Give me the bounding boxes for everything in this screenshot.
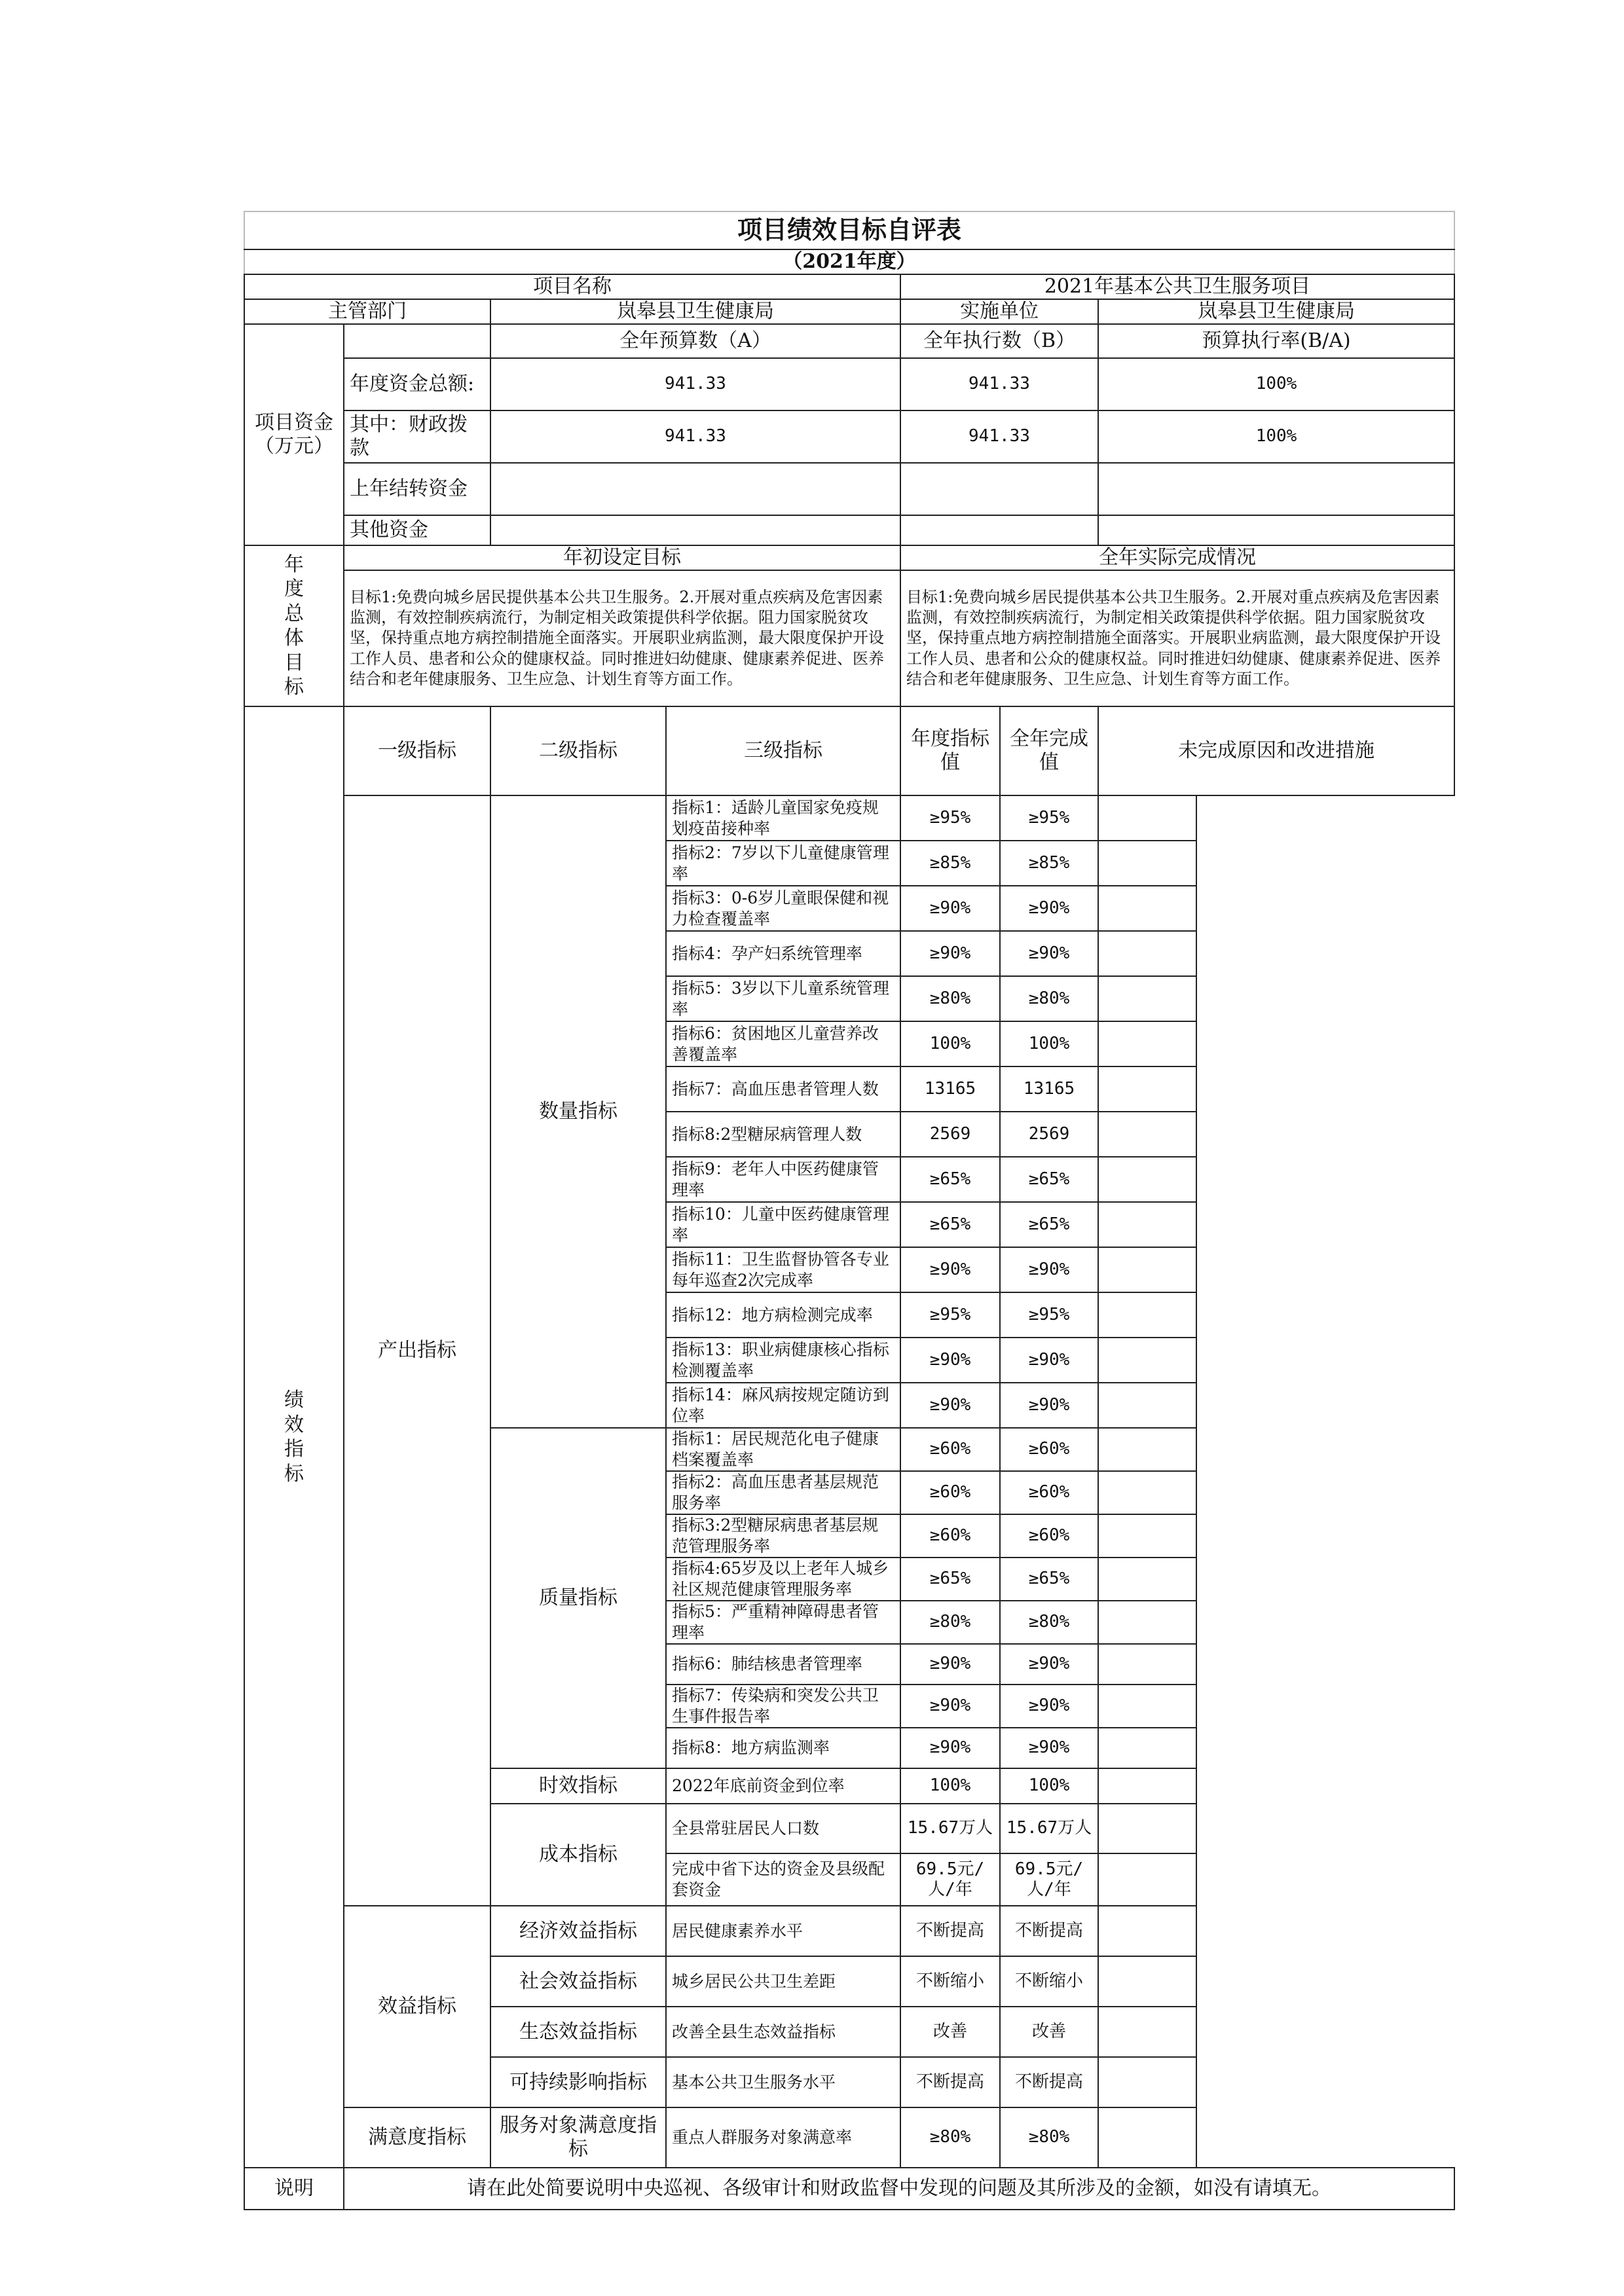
metric-target: ≥95%	[900, 795, 1000, 841]
metric-target: 15.67万人	[900, 1804, 1000, 1853]
metric-reason	[1098, 1157, 1196, 1202]
goals-planned-header: 年初设定目标	[344, 545, 900, 570]
metric-actual: ≥65%	[1000, 1202, 1098, 1247]
metric-reason	[1098, 1021, 1196, 1066]
dept-value: 岚皋县卫生健康局	[490, 299, 900, 324]
metric-actual: 2569	[1000, 1112, 1098, 1157]
metric-name: 指标1：居民规范化电子健康档案覆盖率	[666, 1428, 900, 1471]
goals-label: 年度总体目标	[244, 545, 344, 706]
metric-actual: ≥90%	[1000, 886, 1098, 931]
page-title: 项目绩效目标自评表	[244, 211, 1454, 249]
metric-reason	[1098, 1383, 1196, 1428]
metric-actual: ≥65%	[1000, 1157, 1098, 1202]
perf-header-actual: 全年完成值	[1000, 706, 1098, 795]
metric-actual: 69.5元/人/年	[1000, 1853, 1098, 1906]
metric-actual: ≥60%	[1000, 1471, 1098, 1514]
metric-actual: ≥90%	[1000, 1247, 1098, 1292]
dept-label: 主管部门	[244, 299, 490, 324]
metric-reason	[1098, 1112, 1196, 1157]
metric-target: 69.5元/人/年	[900, 1853, 1000, 1906]
metric-target: ≥60%	[900, 1514, 1000, 1558]
metric-reason	[1098, 1956, 1196, 2007]
funds-rate-header: 预算执行率(B/A)	[1098, 324, 1454, 358]
metric-target: ≥95%	[900, 1292, 1000, 1338]
funds-budget-value	[490, 463, 900, 515]
funds-budget-value	[490, 515, 900, 545]
metric-target: ≥80%	[900, 1601, 1000, 1644]
funds-row-label: 年度资金总额:	[344, 358, 490, 410]
metric-name: 指标8：地方病监测率	[666, 1728, 900, 1768]
year-subtitle: （2021年度）	[244, 249, 1454, 274]
timeliness-label: 时效指标	[490, 1768, 666, 1804]
self-evaluation-table	[244, 211, 1455, 2210]
metric-actual: 不断提高	[1000, 2057, 1098, 2107]
metric-target: ≥65%	[900, 1202, 1000, 1247]
metric-actual: ≥85%	[1000, 841, 1098, 886]
perf-header-l2: 二级指标	[490, 706, 666, 795]
metric-reason	[1098, 841, 1196, 886]
metric-target: 改善	[900, 2007, 1000, 2057]
metric-target: ≥60%	[900, 1428, 1000, 1471]
metric-actual: 13165	[1000, 1066, 1098, 1112]
funds-exec-value	[900, 463, 1098, 515]
project-name-value: 2021年基本公共卫生服务项目	[900, 274, 1454, 299]
satisfaction-l2-label: 服务对象满意度指标	[490, 2107, 666, 2168]
benefit-l2-label: 经济效益指标	[490, 1906, 666, 1956]
metric-reason	[1098, 1247, 1196, 1292]
metric-reason	[1098, 1428, 1196, 1471]
metric-name: 重点人群服务对象满意率	[666, 2107, 900, 2168]
metric-actual: 100%	[1000, 1021, 1098, 1066]
output-label: 产出指标	[344, 795, 490, 1906]
metric-actual: ≥60%	[1000, 1514, 1098, 1558]
metric-name: 指标14：麻风病按规定随访到位率	[666, 1383, 900, 1428]
metric-name: 指标3：0-6岁儿童眼保健和视力检查覆盖率	[666, 886, 900, 931]
metric-name: 指标9：老年人中医药健康管理率	[666, 1157, 900, 1202]
metric-reason	[1098, 1601, 1196, 1644]
metric-target: ≥80%	[900, 976, 1000, 1021]
metric-actual: 不断缩小	[1000, 1956, 1098, 2007]
metric-name: 指标6：肺结核患者管理率	[666, 1644, 900, 1685]
benefit-label: 效益指标	[344, 1906, 490, 2107]
funds-rate-value	[1098, 463, 1454, 515]
metric-reason	[1098, 1644, 1196, 1685]
metric-target: 不断提高	[900, 2057, 1000, 2107]
funds-rate-value: 100%	[1098, 358, 1454, 410]
project-name-label: 项目名称	[244, 274, 900, 299]
funds-label: 项目资金（万元）	[244, 324, 344, 545]
impl-label: 实施单位	[900, 299, 1098, 324]
perf-header-reason: 未完成原因和改进措施	[1098, 706, 1454, 795]
metric-target: 100%	[900, 1768, 1000, 1804]
metric-actual: ≥90%	[1000, 1685, 1098, 1728]
funds-row-label: 其中：财政拨款	[344, 410, 490, 463]
metric-name: 改善全县生态效益指标	[666, 2007, 900, 2057]
metric-name: 指标2：7岁以下儿童健康管理率	[666, 841, 900, 886]
metric-target: 100%	[900, 1021, 1000, 1066]
metric-name: 指标4：孕产妇系统管理率	[666, 931, 900, 976]
metric-target: ≥90%	[900, 1685, 1000, 1728]
funds-rate-value: 100%	[1098, 410, 1454, 463]
cost-label: 成本指标	[490, 1804, 666, 1906]
metric-name: 基本公共卫生服务水平	[666, 2057, 900, 2107]
metric-reason	[1098, 1558, 1196, 1601]
metric-name: 指标1：适龄儿童国家免疫规划疫苗接种率	[666, 795, 900, 841]
metric-target: ≥65%	[900, 1558, 1000, 1601]
metric-name: 指标11：卫生监督协管各专业每年巡查2次完成率	[666, 1247, 900, 1292]
metric-target: ≥80%	[900, 2107, 1000, 2168]
perf-header-l1: 一级指标	[344, 706, 490, 795]
metric-reason	[1098, 1685, 1196, 1728]
metric-name: 指标2：高血压患者基层规范服务率	[666, 1471, 900, 1514]
benefit-l2-label: 可持续影响指标	[490, 2057, 666, 2107]
funds-budget-header: 全年预算数（A）	[490, 324, 900, 358]
funds-exec-value: 941.33	[900, 410, 1098, 463]
funds-exec-value	[900, 515, 1098, 545]
metric-actual: ≥60%	[1000, 1428, 1098, 1471]
metric-target: ≥85%	[900, 841, 1000, 886]
metric-actual: ≥90%	[1000, 931, 1098, 976]
goals-actual-text: 目标1:免费向城乡居民提供基本公共卫生服务。2.开展对重点疾病及危害因素监测，有效控制疾病流行，为制定相关政策提供科学依据。阻力国家脱贫攻坚，保持重点地方病控制措施全面落实。开展职业病监测，最大限度保护开设工作人员、患者和公众的健康权益。同时推进妇幼健康、健康素养促进、医养结合和老年健康服务、卫生应急、计划生育等方面工作。	[900, 570, 1454, 706]
perf-label: 绩效指标	[244, 706, 344, 2168]
metric-name: 城乡居民公共卫生差距	[666, 1956, 900, 2007]
metric-target: ≥90%	[900, 1383, 1000, 1428]
metric-target: ≥90%	[900, 1247, 1000, 1292]
metric-actual: ≥65%	[1000, 1558, 1098, 1601]
funds-exec-value: 941.33	[900, 358, 1098, 410]
impl-value: 岚皋县卫生健康局	[1098, 299, 1454, 324]
metric-name: 指标7：高血压患者管理人数	[666, 1066, 900, 1112]
metric-reason	[1098, 886, 1196, 931]
metric-name: 指标12：地方病检测完成率	[666, 1292, 900, 1338]
metric-name: 完成中省下达的资金及县级配套资金	[666, 1853, 900, 1906]
metric-reason	[1098, 1202, 1196, 1247]
metric-actual: 改善	[1000, 2007, 1098, 2057]
metric-reason	[1098, 1768, 1196, 1804]
metric-target: 13165	[900, 1066, 1000, 1112]
metric-target: ≥90%	[900, 1644, 1000, 1685]
metric-actual: ≥90%	[1000, 1338, 1098, 1383]
metric-name: 指标5：3岁以下儿童系统管理率	[666, 976, 900, 1021]
funds-budget-value: 941.33	[490, 358, 900, 410]
metric-reason	[1098, 1066, 1196, 1112]
quantity-label: 数量指标	[490, 795, 666, 1428]
metric-target: 不断缩小	[900, 1956, 1000, 2007]
metric-actual: ≥90%	[1000, 1728, 1098, 1768]
perf-header-l3: 三级指标	[666, 706, 900, 795]
metric-name: 指标10：儿童中医药健康管理率	[666, 1202, 900, 1247]
metric-actual: ≥80%	[1000, 2107, 1098, 2168]
funds-exec-header: 全年执行数（B）	[900, 324, 1098, 358]
metric-target: ≥90%	[900, 1338, 1000, 1383]
funds-budget-value: 941.33	[490, 410, 900, 463]
funds-row-label: 上年结转资金	[344, 463, 490, 515]
perf-header-target: 年度指标值	[900, 706, 1000, 795]
metric-actual: ≥80%	[1000, 976, 1098, 1021]
funds-row-label: 其他资金	[344, 515, 490, 545]
metric-name: 全县常驻居民人口数	[666, 1804, 900, 1853]
metric-reason	[1098, 1728, 1196, 1768]
metric-target: ≥60%	[900, 1471, 1000, 1514]
metric-name: 指标8:2型糖尿病管理人数	[666, 1112, 900, 1157]
metric-name: 指标7：传染病和突发公共卫生事件报告率	[666, 1685, 900, 1728]
quality-label: 质量指标	[490, 1428, 666, 1768]
metric-actual: ≥80%	[1000, 1601, 1098, 1644]
metric-actual: 不断提高	[1000, 1906, 1098, 1956]
metric-reason	[1098, 976, 1196, 1021]
metric-actual: 15.67万人	[1000, 1804, 1098, 1853]
metric-reason	[1098, 1292, 1196, 1338]
metric-reason	[1098, 1906, 1196, 1956]
metric-target: ≥90%	[900, 886, 1000, 931]
metric-reason	[1098, 2107, 1196, 2168]
goals-actual-header: 全年实际完成情况	[900, 545, 1454, 570]
metric-reason	[1098, 1338, 1196, 1383]
metric-reason	[1098, 2007, 1196, 2057]
metric-reason	[1098, 1804, 1196, 1853]
metric-target: ≥65%	[900, 1157, 1000, 1202]
metric-target: 不断提高	[900, 1906, 1000, 1956]
metric-name: 居民健康素养水平	[666, 1906, 900, 1956]
metric-actual: 100%	[1000, 1768, 1098, 1804]
benefit-l2-label: 生态效益指标	[490, 2007, 666, 2057]
metric-target: 2569	[900, 1112, 1000, 1157]
metric-actual: ≥95%	[1000, 1292, 1098, 1338]
metric-reason	[1098, 795, 1196, 841]
note-text: 请在此处简要说明中央巡视、各级审计和财政监督中发现的问题及其所涉及的金额，如没有请填无。	[344, 2168, 1454, 2210]
metric-name: 2022年底前资金到位率	[666, 1768, 900, 1804]
metric-actual: ≥95%	[1000, 795, 1098, 841]
metric-reason	[1098, 931, 1196, 976]
metric-name: 指标4:65岁及以上老年人城乡社区规范健康管理服务率	[666, 1558, 900, 1601]
metric-target: ≥90%	[900, 931, 1000, 976]
metric-name: 指标3:2型糖尿病患者基层规范管理服务率	[666, 1514, 900, 1558]
metric-reason	[1098, 2057, 1196, 2107]
metric-actual: ≥90%	[1000, 1383, 1098, 1428]
metric-target: ≥90%	[900, 1728, 1000, 1768]
metric-name: 指标5：严重精神障碍患者管理率	[666, 1601, 900, 1644]
funds-rate-value	[1098, 515, 1454, 545]
benefit-l2-label: 社会效益指标	[490, 1956, 666, 2007]
metric-name: 指标6：贫困地区儿童营养改善覆盖率	[666, 1021, 900, 1066]
metric-actual: ≥90%	[1000, 1644, 1098, 1685]
metric-reason	[1098, 1853, 1196, 1906]
note-label: 说明	[244, 2168, 344, 2210]
metric-reason	[1098, 1514, 1196, 1558]
metric-name: 指标13：职业病健康核心指标检测覆盖率	[666, 1338, 900, 1383]
metric-reason	[1098, 1471, 1196, 1514]
satisfaction-label: 满意度指标	[344, 2107, 490, 2168]
goals-planned-text: 目标1:免费向城乡居民提供基本公共卫生服务。2.开展对重点疾病及危害因素监测，有效控制疾病流行，为制定相关政策提供科学依据。阻力国家脱贫攻坚，保持重点地方病控制措施全面落实。开展职业病监测，最大限度保护开设工作人员、患者和公众的健康权益。同时推进妇幼健康、健康素养促进、医养结合和老年健康服务、卫生应急、计划生育等方面工作。	[344, 570, 900, 706]
